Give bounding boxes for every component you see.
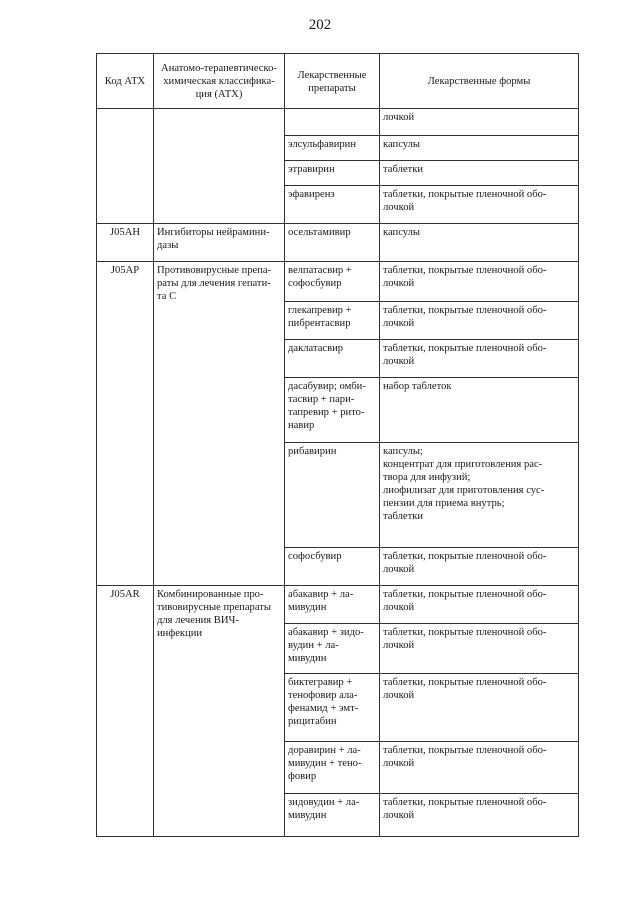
atx-classification-cell — [154, 109, 285, 224]
drug-cell — [285, 548, 380, 586]
text-line: мивудин — [288, 653, 327, 664]
text-line: таблетки — [383, 164, 424, 175]
text-line: лочкой — [383, 356, 415, 367]
dosage-form-cell — [380, 742, 579, 794]
text-line: лочкой — [383, 640, 415, 651]
dosage-form-cell — [380, 586, 579, 624]
atx-table — [96, 53, 579, 837]
text-line: мивудин + тено- — [288, 758, 362, 769]
text-line: биктегравир + — [288, 677, 353, 688]
text-line: тасвир + пари- — [288, 394, 355, 405]
text-line: капсулы; — [383, 446, 423, 457]
page-number: 202 — [308, 17, 332, 33]
text-line: пензии для приема внутрь; — [383, 498, 505, 509]
drug-cell — [285, 443, 380, 548]
atx-classification-cell — [154, 262, 285, 586]
text-line: рицитабин — [288, 716, 337, 727]
text-line: тенофовир ала- — [288, 690, 358, 701]
atx-code-cell: J05AH — [97, 224, 154, 262]
header-forms: Лекарственные формы — [380, 54, 579, 109]
text-line: лочкой — [383, 758, 415, 769]
text-line: фенамид + эмт- — [288, 703, 359, 714]
drug-cell — [285, 161, 380, 186]
text-line: Противовирусные препа- — [157, 265, 272, 276]
dosage-form-cell — [380, 378, 579, 443]
dosage-form-cell — [380, 161, 579, 186]
atx-code-cell: J05AP — [97, 262, 154, 586]
text-line: для лечения ВИЧ- — [157, 615, 239, 626]
text-line: капсулы — [383, 227, 421, 238]
text-line: таблетки, покрытые пленочной обо- — [383, 745, 547, 756]
text-line: рибавирин — [288, 446, 337, 457]
drug-cell — [285, 794, 380, 837]
drug-cell — [285, 586, 380, 624]
text-line: таблетки, покрытые пленочной обо- — [383, 677, 547, 688]
text-line: софосбувир — [288, 551, 342, 562]
text-line: препараты — [308, 82, 356, 94]
drug-cell — [285, 624, 380, 674]
text-line: химическая классифика- — [163, 76, 275, 87]
text-line: лочкой — [383, 564, 415, 575]
drug-cell — [285, 224, 380, 262]
dosage-form-cell — [380, 302, 579, 340]
text-line: дасабувир; омби- — [288, 381, 366, 392]
text-line: лочкой — [383, 810, 415, 821]
drug-cell — [285, 742, 380, 794]
table-body — [97, 109, 579, 837]
header-classification — [154, 54, 285, 109]
drug-cell — [285, 340, 380, 378]
text-line: набор таблеток — [383, 381, 452, 392]
text-line: инфекции — [157, 628, 203, 639]
text-line: Ингибиторы нейрамини- — [157, 227, 270, 238]
drug-cell — [285, 262, 380, 302]
text-line: элсульфавирин — [288, 139, 357, 150]
text-line: Комбинированные про- — [157, 589, 264, 600]
text-line: таблетки, покрытые пленочной обо- — [383, 305, 547, 316]
text-line: таблетки, покрытые пленочной обо- — [383, 797, 547, 808]
text-line: таблетки — [383, 511, 424, 522]
dosage-form-cell — [380, 548, 579, 586]
text-line: пибрентасвир — [288, 318, 351, 329]
dosage-form-cell — [380, 109, 579, 136]
atx-classification-cell — [154, 586, 285, 837]
dosage-form-cell — [380, 794, 579, 837]
text-line: лочкой — [383, 690, 415, 701]
text-line: таблетки, покрытые пленочной обо- — [383, 627, 547, 638]
text-line: зидовудин + ла- — [288, 797, 360, 808]
text-line: тивовирусные препараты — [157, 602, 272, 613]
text-line: таблетки, покрытые пленочной обо- — [383, 551, 547, 562]
text-line: таблетки, покрытые пленочной обо- — [383, 265, 547, 276]
table-row — [97, 224, 579, 262]
drug-cell — [285, 302, 380, 340]
dosage-form-cell — [380, 136, 579, 161]
text-line: этравирин — [288, 164, 335, 175]
text-line: лиофилизат для приготовления сус- — [383, 485, 545, 496]
dosage-form-cell — [380, 674, 579, 742]
text-line: лочкой — [383, 112, 415, 123]
text-line: лочкой — [383, 602, 415, 613]
text-line: дазы — [157, 240, 179, 251]
dosage-form-cell — [380, 340, 579, 378]
header-code: Код АТХ — [97, 54, 154, 109]
dosage-form-cell — [380, 443, 579, 548]
text-line: Лекарственные — [297, 69, 367, 81]
text-line: раты для лечения гепати- — [157, 278, 271, 289]
table-header-row — [97, 54, 579, 109]
text-line: даклатасвир — [288, 343, 344, 354]
text-line: лочкой — [383, 318, 415, 329]
header-drugs — [285, 54, 380, 109]
text-line: ция (АТХ) — [195, 89, 243, 100]
text-line: таблетки, покрытые пленочной обо- — [383, 343, 547, 354]
text-line: Анатомо-терапевтическо- — [161, 63, 277, 74]
text-line: фовир — [288, 771, 317, 782]
text-line: навир — [288, 420, 315, 431]
text-line: вудин + ла- — [288, 640, 339, 651]
text-line: глекапревир + — [288, 305, 352, 316]
text-line: твора для инфузий; — [383, 472, 471, 483]
text-line: абакавир + ла- — [288, 589, 354, 600]
text-line: мивудин — [288, 810, 327, 821]
text-line: софосбувир — [288, 278, 342, 289]
table-row — [97, 109, 579, 136]
text-line: абакавир + зидо- — [288, 627, 364, 638]
text-line: концентрат для приготовления рас- — [383, 459, 543, 470]
dosage-form-cell — [380, 186, 579, 224]
text-line: осельтамивир — [288, 227, 351, 238]
text-line: та С — [157, 291, 177, 302]
dosage-form-cell — [380, 224, 579, 262]
dosage-form-cell — [380, 624, 579, 674]
atx-code-cell — [97, 109, 154, 224]
text-line: мивудин — [288, 602, 327, 613]
text-line: капсулы — [383, 139, 421, 150]
drug-cell — [285, 378, 380, 443]
drug-cell — [285, 136, 380, 161]
text-line: таблетки, покрытые пленочной обо- — [383, 189, 547, 200]
table-row — [97, 262, 579, 302]
text-line: лочкой — [383, 278, 415, 289]
text-line: тапревир + рито- — [288, 407, 365, 418]
drug-cell — [285, 186, 380, 224]
text-line: эфавиренз — [288, 189, 335, 200]
table-row — [97, 586, 579, 624]
text-line: лочкой — [383, 202, 415, 213]
atx-classification-cell — [154, 224, 285, 262]
text-line: таблетки, покрытые пленочной обо- — [383, 589, 547, 600]
drug-cell — [285, 109, 380, 136]
text-line: велпатасвир + — [288, 265, 352, 276]
dosage-form-cell — [380, 262, 579, 302]
drug-cell — [285, 674, 380, 742]
atx-code-cell: J05AR — [97, 586, 154, 837]
text-line: доравирин + ла- — [288, 745, 361, 756]
